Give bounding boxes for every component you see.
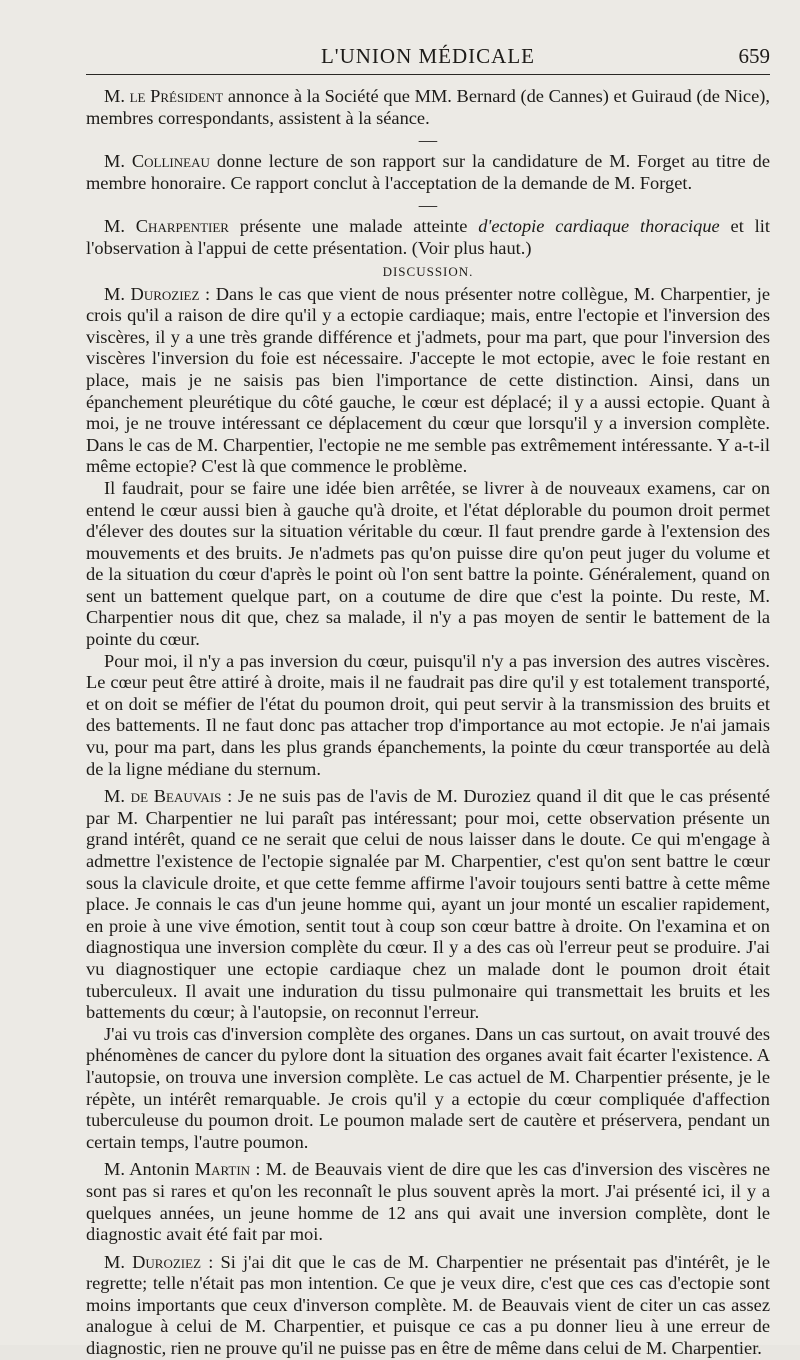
- paragraph-text: : Je ne suis pas de l'avis de M. Duroziez quand il dit que le cas présenté par M. Charpentier ne lui paraît pas intéressant; pour moi, cette observation présente un grand intérêt, quand ce ne serait que celui de nous laisser dans le doute. Ce qui m'engage à admettre l'existence de l'ectopie signalée par M. Charpentier, c'est qu'on sent battre le cœur sous la clavicule droite, et que cette femme affirme l'avoir toujours senti battre à cette même place. Je connais le cas d'un jeune homme qui, ayant un jour monté un escalier rapidement, en proie à une vive émotion, sentit tout à coup son cœur battre à droite. On l'examina et on diagnostiqua une inversion complète du cœur. Il y a des cas où l'erreur peut se produire. J'ai vu diagnostiquer une ectopie cardiaque chez un malade dont le poumon droit était tuberculeux. Il avait une induration du tissu pulmonaire qui transmettait les bruits et les battements du cœur; à l'autopsie, on reconnut l'erreur.: [86, 786, 770, 1023]
- paragraph-text: et lit l'observation à l'appui de cette présentation. (Voir plus haut.): [86, 216, 770, 258]
- paragraph-text: : Dans le cas que vient de nous présenter notre collègue, M. Charpentier, je crois qu'il a raison de dire qu'il y a ectopie cardiaque; mais, entre l'ectopie et l'inversion des viscères, il y a une très grande différence et j'admets, pour ma part, que pour l'inversion des viscères l'inversion du foie est nécessaire. J'accepte le mot ectopie, avec le foie restant en place, mais je ne saisis pas bien l'importance de cette distinction. Ainsi, dans un épanchement pleurétique du côté gauche, le cœur est déplacé; il y a aussi ectopie. Quant à moi, je ne trouve intéressant ce déplacement du cœur que lorsqu'il y a inversion complète. Dans le cas de M. Charpentier, l'ectopie ne me semble pas extrêmement intéressante. Y a-t-il même ectopie? C'est là que commence le problème.: [86, 283, 770, 477]
- paragraph-text: donne lecture de son rapport sur la candidature de M. Forget au titre de membre honoraire. Ce rapport conclut à l'acceptation de la demande de M. Forget.: [86, 151, 770, 193]
- speaker-name: M. Antonin: [104, 1159, 195, 1180]
- paragraph-text: : Si j'ai dit que le cas de M. Charpentier ne présentait pas d'intérêt, je le regrette; telle n'était pas mon intention. Ce que je veux dire, c'est que ces cas d'ectopie sont moins importants que ceux d'inverson complète. M. de Beauvais vient de citer un cas assez analogue à celui de M. Charpentier, et puisque ce cas a pu donner lieu à une erreur de diagnostic, rien ne prouve qu'il ne puisse pas en être de même dans celui de M. Charpentier.: [86, 1251, 770, 1359]
- speaker-name: M. Duroziez: [104, 1251, 202, 1272]
- italic-term: d'ectopie cardiaque thoracique: [478, 216, 720, 237]
- running-header: [86, 40, 770, 75]
- paragraph-text: : M. de Beauvais vient de dire que les cas d'inversion des viscères ne sont pas si rares et qu'on les reconnaît le plus souvent après la mort. J'ai présenté ici, il y a quelques années, un jeune homme de 12 ans qui avait une inversion complète, dont le diagnostic avait été fait par moi.: [86, 1159, 770, 1245]
- speaker-name: M. de Beauvais: [104, 786, 222, 807]
- paragraph-president: [86, 86, 770, 129]
- page-number: 659: [738, 44, 770, 68]
- paragraph-duroziez-4: [86, 1252, 770, 1360]
- paragraph-text: présente une malade atteinte: [228, 216, 479, 237]
- paragraph-text: annonce à la Société que MM. Bernard (de Cannes) et Guiraud (de Nice), membres correspondants, assistent à la séance.: [86, 86, 770, 128]
- speaker-name: M. Duroziez: [104, 283, 200, 304]
- paragraph-martin: [86, 1159, 770, 1245]
- paragraph-charpentier: [86, 216, 770, 259]
- speaker-name: M. Charpentier: [104, 216, 229, 237]
- paragraph-duroziez-3: Pour moi, il n'y a pas inversion du cœur, puisqu'il n'y a pas inversion des autres viscères. Le cœur peut être attiré à droite, mais il ne faudrait pas dire qu'il y est totalement transporté, et on doit se méfier de l'état du poumon droit, qui peut servir à la transmission des bruits et des battements. Il ne faut donc pas attacher trop d'importance au mot ectopie. Je n'ai jamais vu, pour ma part, dans les plus grands épanchements, la pointe du cœur transportée au delà de la ligne médiane du sternum.: [86, 650, 770, 779]
- section-heading-discussion: DISCUSSION.: [382, 263, 474, 279]
- paragraph-beauvais-1: [86, 786, 770, 1024]
- separator-dash: —: [418, 130, 438, 151]
- article-body: [86, 86, 770, 1360]
- speaker-name: M. Collineau: [104, 151, 210, 172]
- paragraph-duroziez-2: Il faudrait, pour se faire une idée bien arrêtée, se livrer à de nouveaux examens, car on entend le cœur aussi bien à gauche qu'à droite, et l'état déplorable du poumon droit permet d'élever des doutes sur la situation véritable du cœur. Il faut prendre garde à l'extension des mouvements et des bruits. Je n'admets pas qu'on puisse dire qu'on peut juger du volume et de la situation du cœur d'après le point où l'on sent battre la pointe. Généralement, quand on sent un battement quelque part, on a coutume de dire que c'est la pointe. Du reste, M. Charpentier nous dit que, chez sa malade, il n'y a pas moyen de sentir le battement de la pointe du cœur.: [86, 477, 770, 650]
- paragraph-collineau: [86, 151, 770, 194]
- separator-dash: —: [418, 195, 438, 216]
- speaker-surname: Martin: [194, 1159, 251, 1180]
- speaker-name: M. le Président: [104, 86, 224, 106]
- journal-title: L'UNION MÉDICALE: [320, 44, 535, 68]
- paragraph-beauvais-2: J'ai vu trois cas d'inversion complète des organes. Dans un cas surtout, on avait trouvé des phénomènes de cancer du pylore dont la situation des organes avait fait écarter l'existence. A l'autopsie, on trouva une inversion complète. Le cas actuel de M. Charpentier présente, je le répète, un intérêt remarquable. Je crois qu'il y a ectopie du cœur compliquée d'affection tuberculeuse du poumon droit. Le poumon malade sert de cautère et préservera, pendant un certain temps, l'autre poumon.: [86, 1023, 770, 1152]
- paragraph-duroziez-1: [86, 284, 770, 478]
